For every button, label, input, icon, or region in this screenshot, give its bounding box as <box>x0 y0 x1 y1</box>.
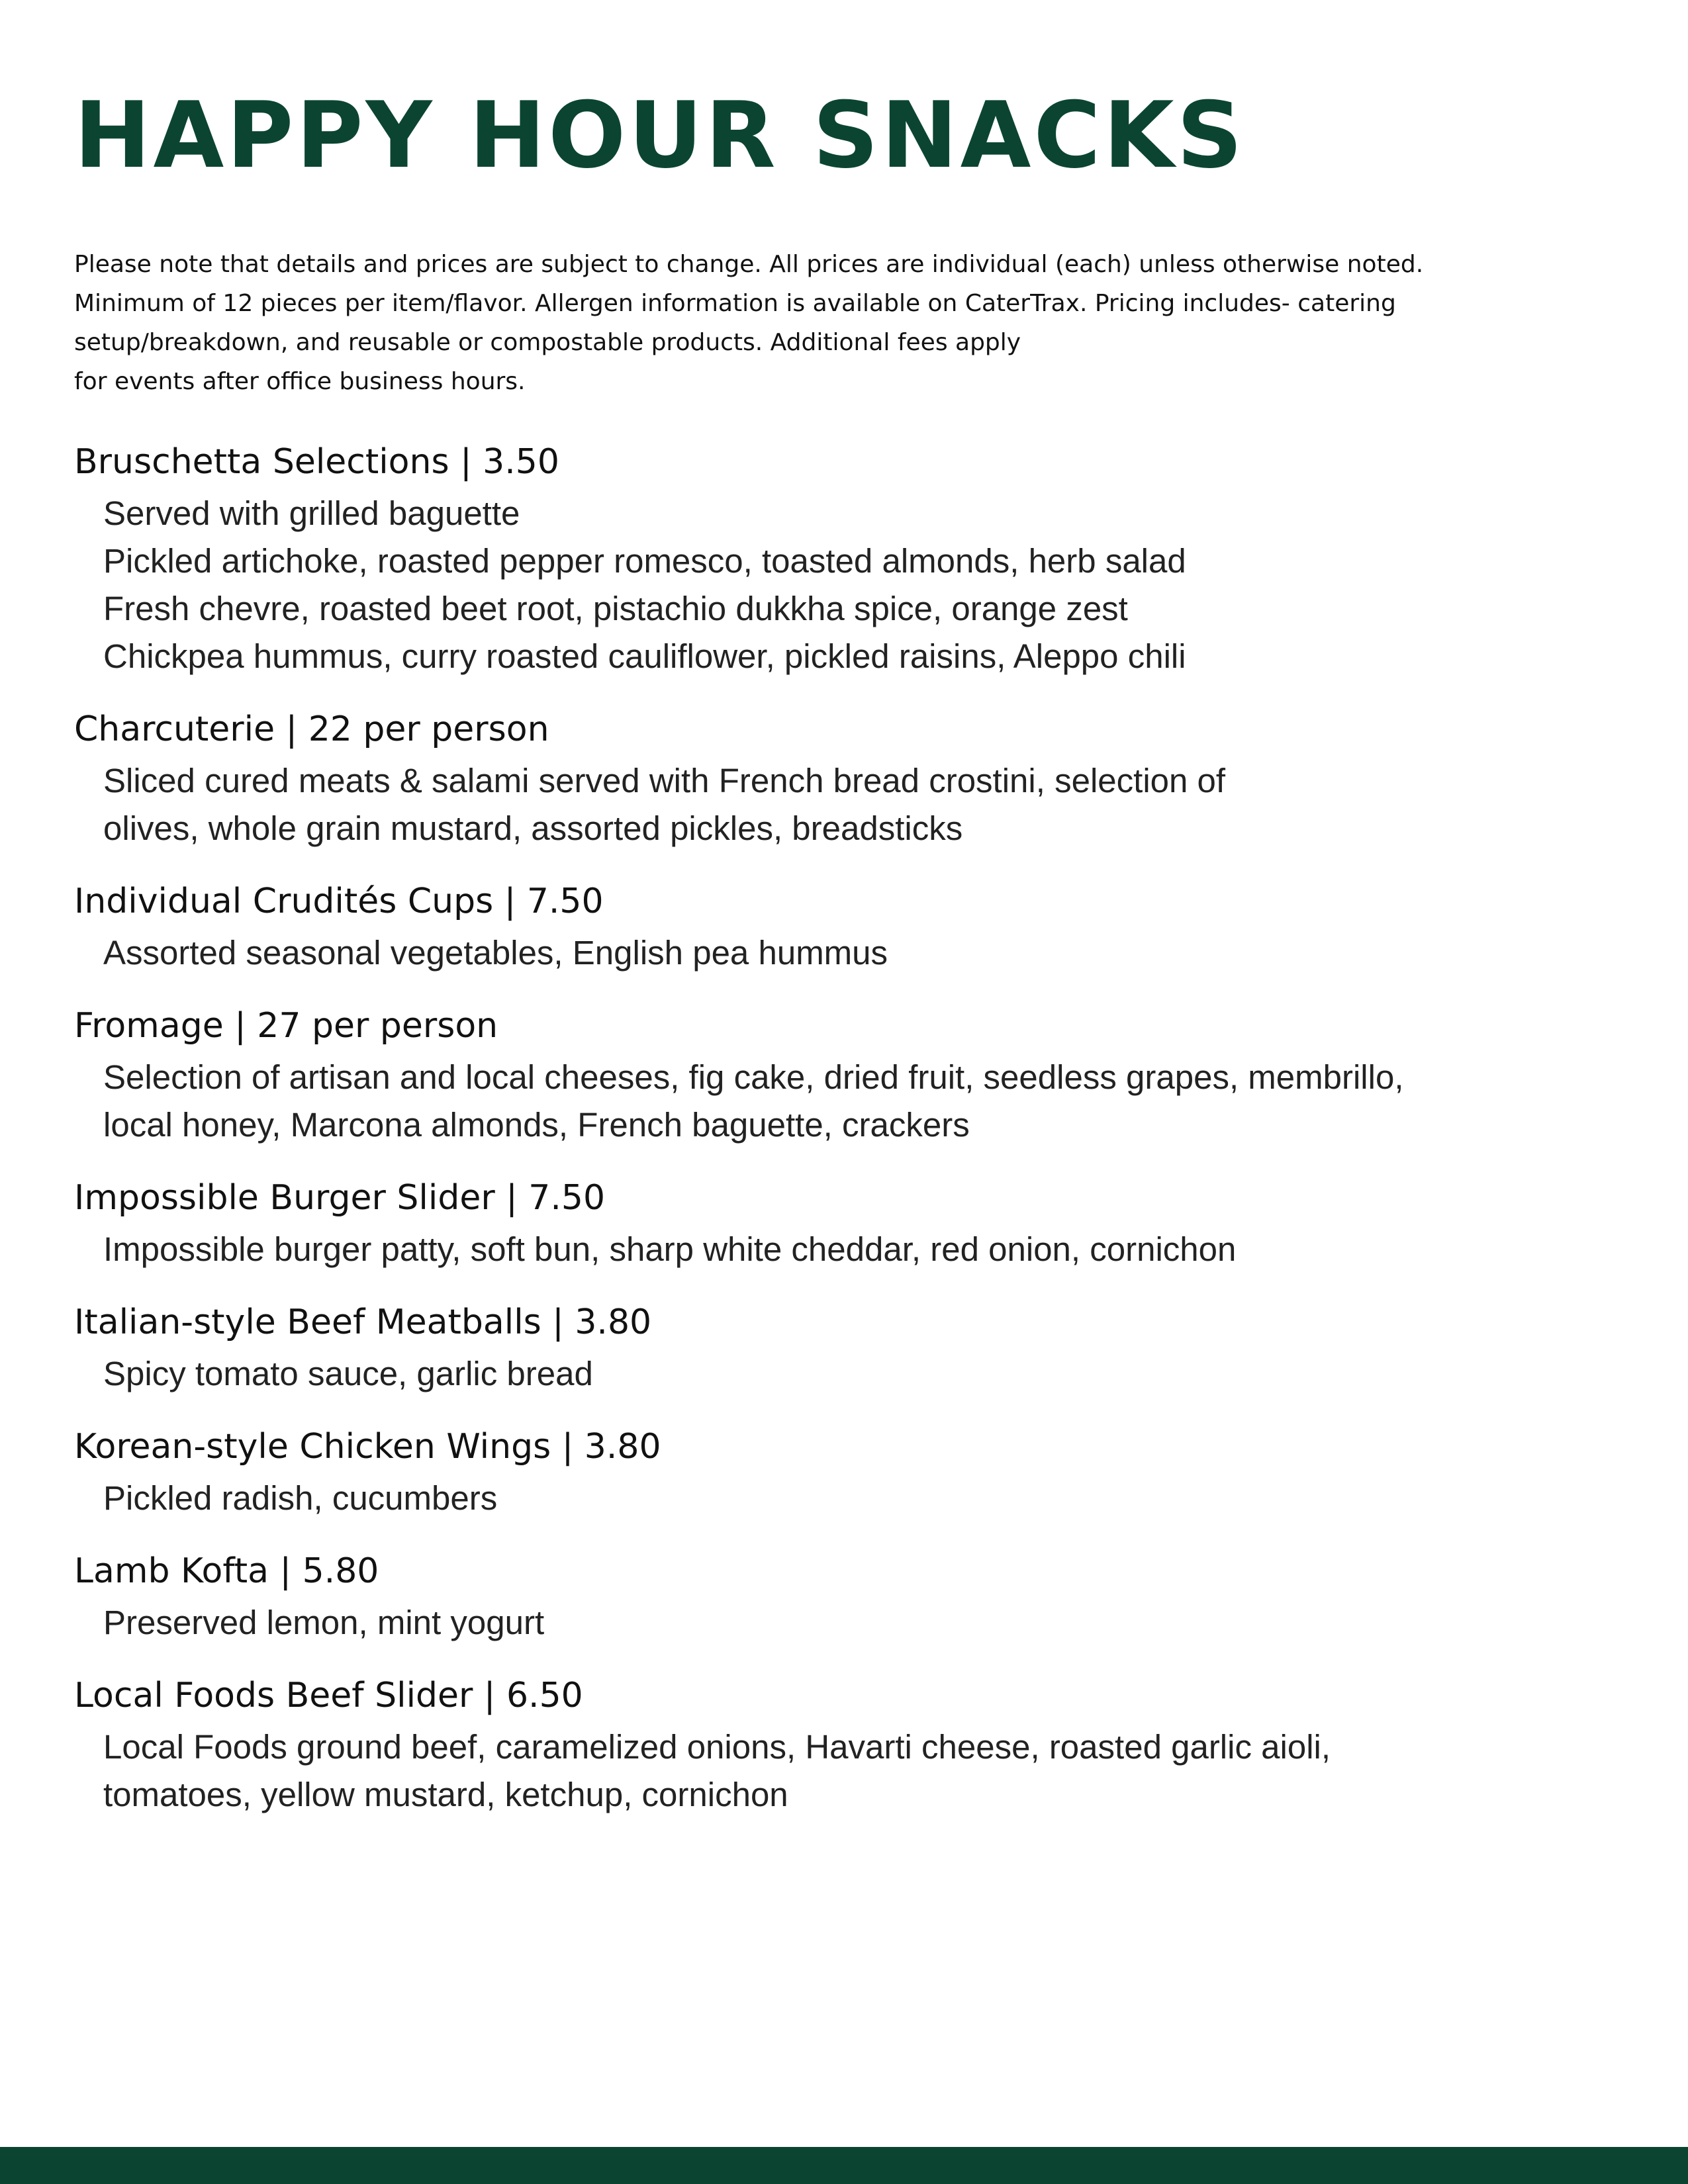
description-line: local honey, Marcona almonds, French baguette, crackers <box>103 1106 970 1144</box>
description-line: Local Foods ground beef, caramelized onions, Havarti cheese, roasted garlic aioli, <box>103 1728 1331 1766</box>
description-line: Impossible burger patty, soft bun, sharp white cheddar, red onion, cornichon <box>103 1230 1237 1268</box>
menu-item-charcuterie <box>74 702 1597 852</box>
page-title: HAPPY HOUR SNACKS <box>74 82 1246 189</box>
intro-line: Please note that details and prices are subject to change. All prices are individual (each) unless otherwise noted. <box>74 251 1424 278</box>
description-line: Served with grilled baguette <box>103 494 520 532</box>
intro-line: for events after office business hours. <box>74 368 526 395</box>
menu-list <box>74 434 1597 1840</box>
description-line: Pickled artichoke, roasted pepper romesco, toasted almonds, herb salad <box>103 542 1186 580</box>
menu-item-description <box>74 1475 1597 1522</box>
menu-item-heading: Individual Crudités Cups | 7.50 <box>74 882 604 921</box>
description-line: Chickpea hummus, curry roasted cauliflower, pickled raisins, Aleppo chili <box>103 637 1186 675</box>
menu-item-heading: Local Foods Beef Slider | 6.50 <box>74 1676 583 1715</box>
footer-bar <box>0 2147 1688 2184</box>
menu-item-description <box>74 1054 1597 1149</box>
menu-item-heading: Impossible Burger Slider | 7.50 <box>74 1178 606 1218</box>
description-line: Spicy tomato sauce, garlic bread <box>103 1355 593 1392</box>
intro-line: setup/breakdown, and reusable or compostable products. Additional fees apply <box>74 329 1021 356</box>
description-line: olives, whole grain mustard, assorted pickles, breadsticks <box>103 809 963 847</box>
menu-item-description <box>74 1226 1597 1273</box>
description-line: Preserved lemon, mint yogurt <box>103 1604 545 1641</box>
intro-note <box>74 245 1530 401</box>
menu-item-impossible-slider <box>74 1170 1597 1273</box>
description-line: tomatoes, yellow mustard, ketchup, cornichon <box>103 1776 788 1813</box>
menu-item-heading: Fromage | 27 per person <box>74 1006 498 1046</box>
description-line: Selection of artisan and local cheeses, fig cake, dried fruit, seedless grapes, membrillo, <box>103 1058 1404 1096</box>
menu-item-description <box>74 1723 1597 1819</box>
menu-item-heading: Italian-style Beef Meatballs | 3.80 <box>74 1302 652 1342</box>
menu-item-description <box>74 757 1597 852</box>
menu-item-meatballs <box>74 1295 1597 1398</box>
menu-item-beef-slider <box>74 1668 1597 1819</box>
menu-item-heading: Charcuterie | 22 per person <box>74 709 549 749</box>
menu-item-heading: Bruschetta Selections | 3.50 <box>74 442 559 482</box>
menu-item-description <box>74 1350 1597 1398</box>
description-line: Fresh chevre, roasted beet root, pistachio dukkha spice, orange zest <box>103 590 1128 627</box>
menu-item-fromage <box>74 998 1597 1149</box>
menu-item-chicken-wings <box>74 1419 1597 1522</box>
menu-item-heading: Lamb Kofta | 5.80 <box>74 1551 379 1591</box>
description-line: Pickled radish, cucumbers <box>103 1479 498 1517</box>
menu-item-lamb-kofta <box>74 1543 1597 1647</box>
description-line: Sliced cured meats & salami served with French bread crostini, selection of <box>103 762 1226 799</box>
menu-item-crudites <box>74 874 1597 977</box>
menu-item-description <box>74 1599 1597 1647</box>
menu-item-heading: Korean-style Chicken Wings | 3.80 <box>74 1427 661 1467</box>
menu-item-bruschetta <box>74 434 1597 680</box>
menu-item-description <box>74 490 1597 680</box>
intro-line: Minimum of 12 pieces per item/flavor. Allergen information is available on CaterTrax. Pricing includes- catering <box>74 290 1396 317</box>
description-line: Assorted seasonal vegetables, English pea hummus <box>103 934 888 972</box>
menu-item-description <box>74 929 1597 977</box>
